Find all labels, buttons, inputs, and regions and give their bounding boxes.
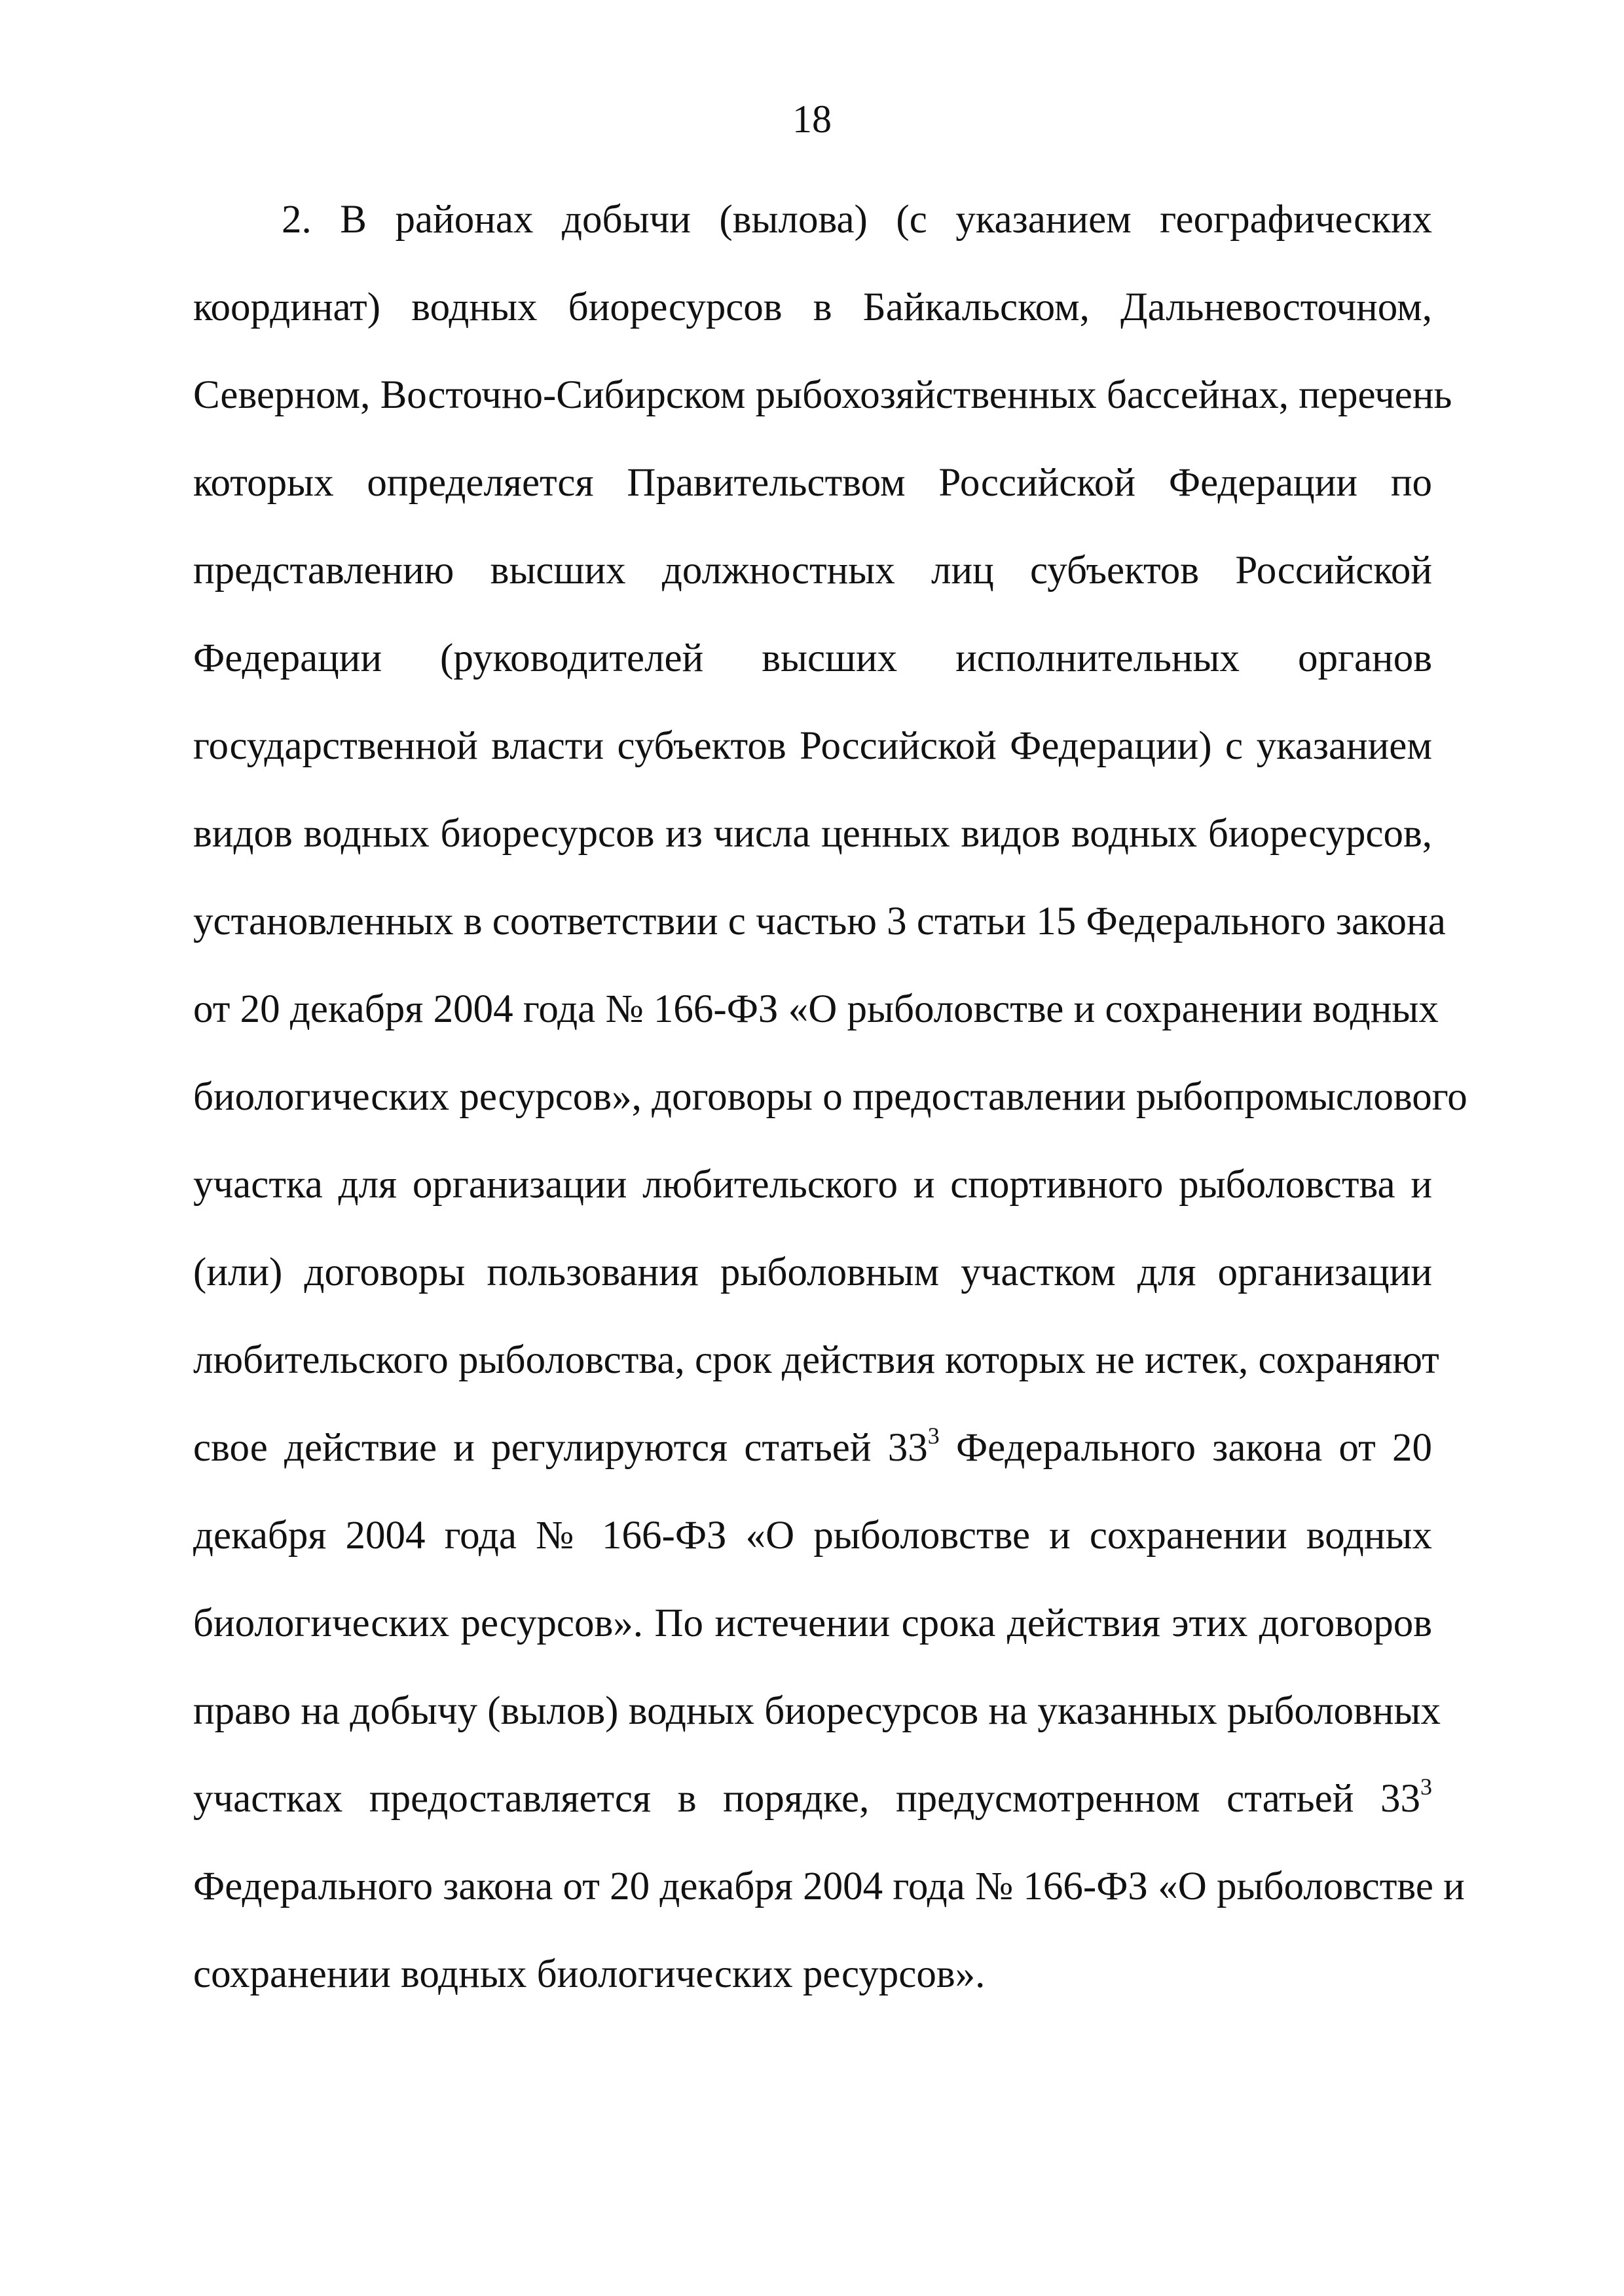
- paragraph-line: 2. В районах добычи (вылова) (с указанием географических: [282, 198, 1432, 242]
- paragraph-line: биологических ресурсов». По истечении срока действия этих договоров: [193, 1601, 1432, 1645]
- paragraph-line: государственной власти субъектов Российской Федерации) с указанием: [193, 724, 1432, 768]
- paragraph-line: (или) договоры пользования рыболовным участком для организации: [193, 1250, 1432, 1294]
- page-number: 18: [792, 98, 832, 141]
- paragraph-line: декабря 2004 года № 166-ФЗ «О рыболовстве и сохранении водных: [193, 1514, 1432, 1558]
- superscript: 3: [1420, 1774, 1432, 1800]
- paragraph-line: Северном, Восточно-Сибирском рыбохозяйственных бассейнах, перечень: [193, 373, 1452, 417]
- paragraph-line: право на добычу (вылов) водных биоресурсов на указанных рыболовных: [193, 1689, 1441, 1733]
- paragraph-line: установленных в соответствии с частью 3 статьи 15 Федерального закона: [193, 900, 1446, 943]
- line-text: участках предоставляется в порядке, предусмотренном статьей 33: [193, 1777, 1420, 1821]
- paragraph-line: Федерации (руководителей высших исполнительных органов: [193, 636, 1432, 680]
- superscript: 3: [927, 1423, 940, 1449]
- paragraph-line: участка для организации любительского и спортивного рыболовства и: [193, 1163, 1432, 1207]
- paragraph-line: координат) водных биоресурсов в Байкальском, Дальневосточном,: [193, 285, 1432, 329]
- paragraph-line: видов водных биоресурсов из числа ценных видов водных биоресурсов,: [193, 812, 1432, 856]
- paragraph-line: биологических ресурсов», договоры о предоставлении рыбопромыслового: [193, 1075, 1467, 1119]
- paragraph-line: представлению высших должностных лиц субъектов Российской: [193, 549, 1432, 592]
- paragraph-line: которых определяется Правительством Российской Федерации по: [193, 461, 1432, 505]
- paragraph-line: [193, 1422, 1432, 1474]
- paragraph-line: сохранении водных биологических ресурсов».: [193, 1952, 986, 1996]
- paragraph-line: Федерального закона от 20 декабря 2004 года № 166-ФЗ «О рыболовстве и: [193, 1865, 1465, 1908]
- paragraph-line: от 20 декабря 2004 года № 166-ФЗ «О рыболовстве и сохранении водных: [193, 987, 1439, 1031]
- line-text: свое действие и регулируются статьей 33: [193, 1426, 928, 1470]
- line-text: Федерального закона от 20: [939, 1426, 1432, 1470]
- paragraph-line: любительского рыболовства, срок действия которых не истек, сохраняют: [193, 1338, 1439, 1382]
- paragraph-line: [193, 1773, 1432, 1825]
